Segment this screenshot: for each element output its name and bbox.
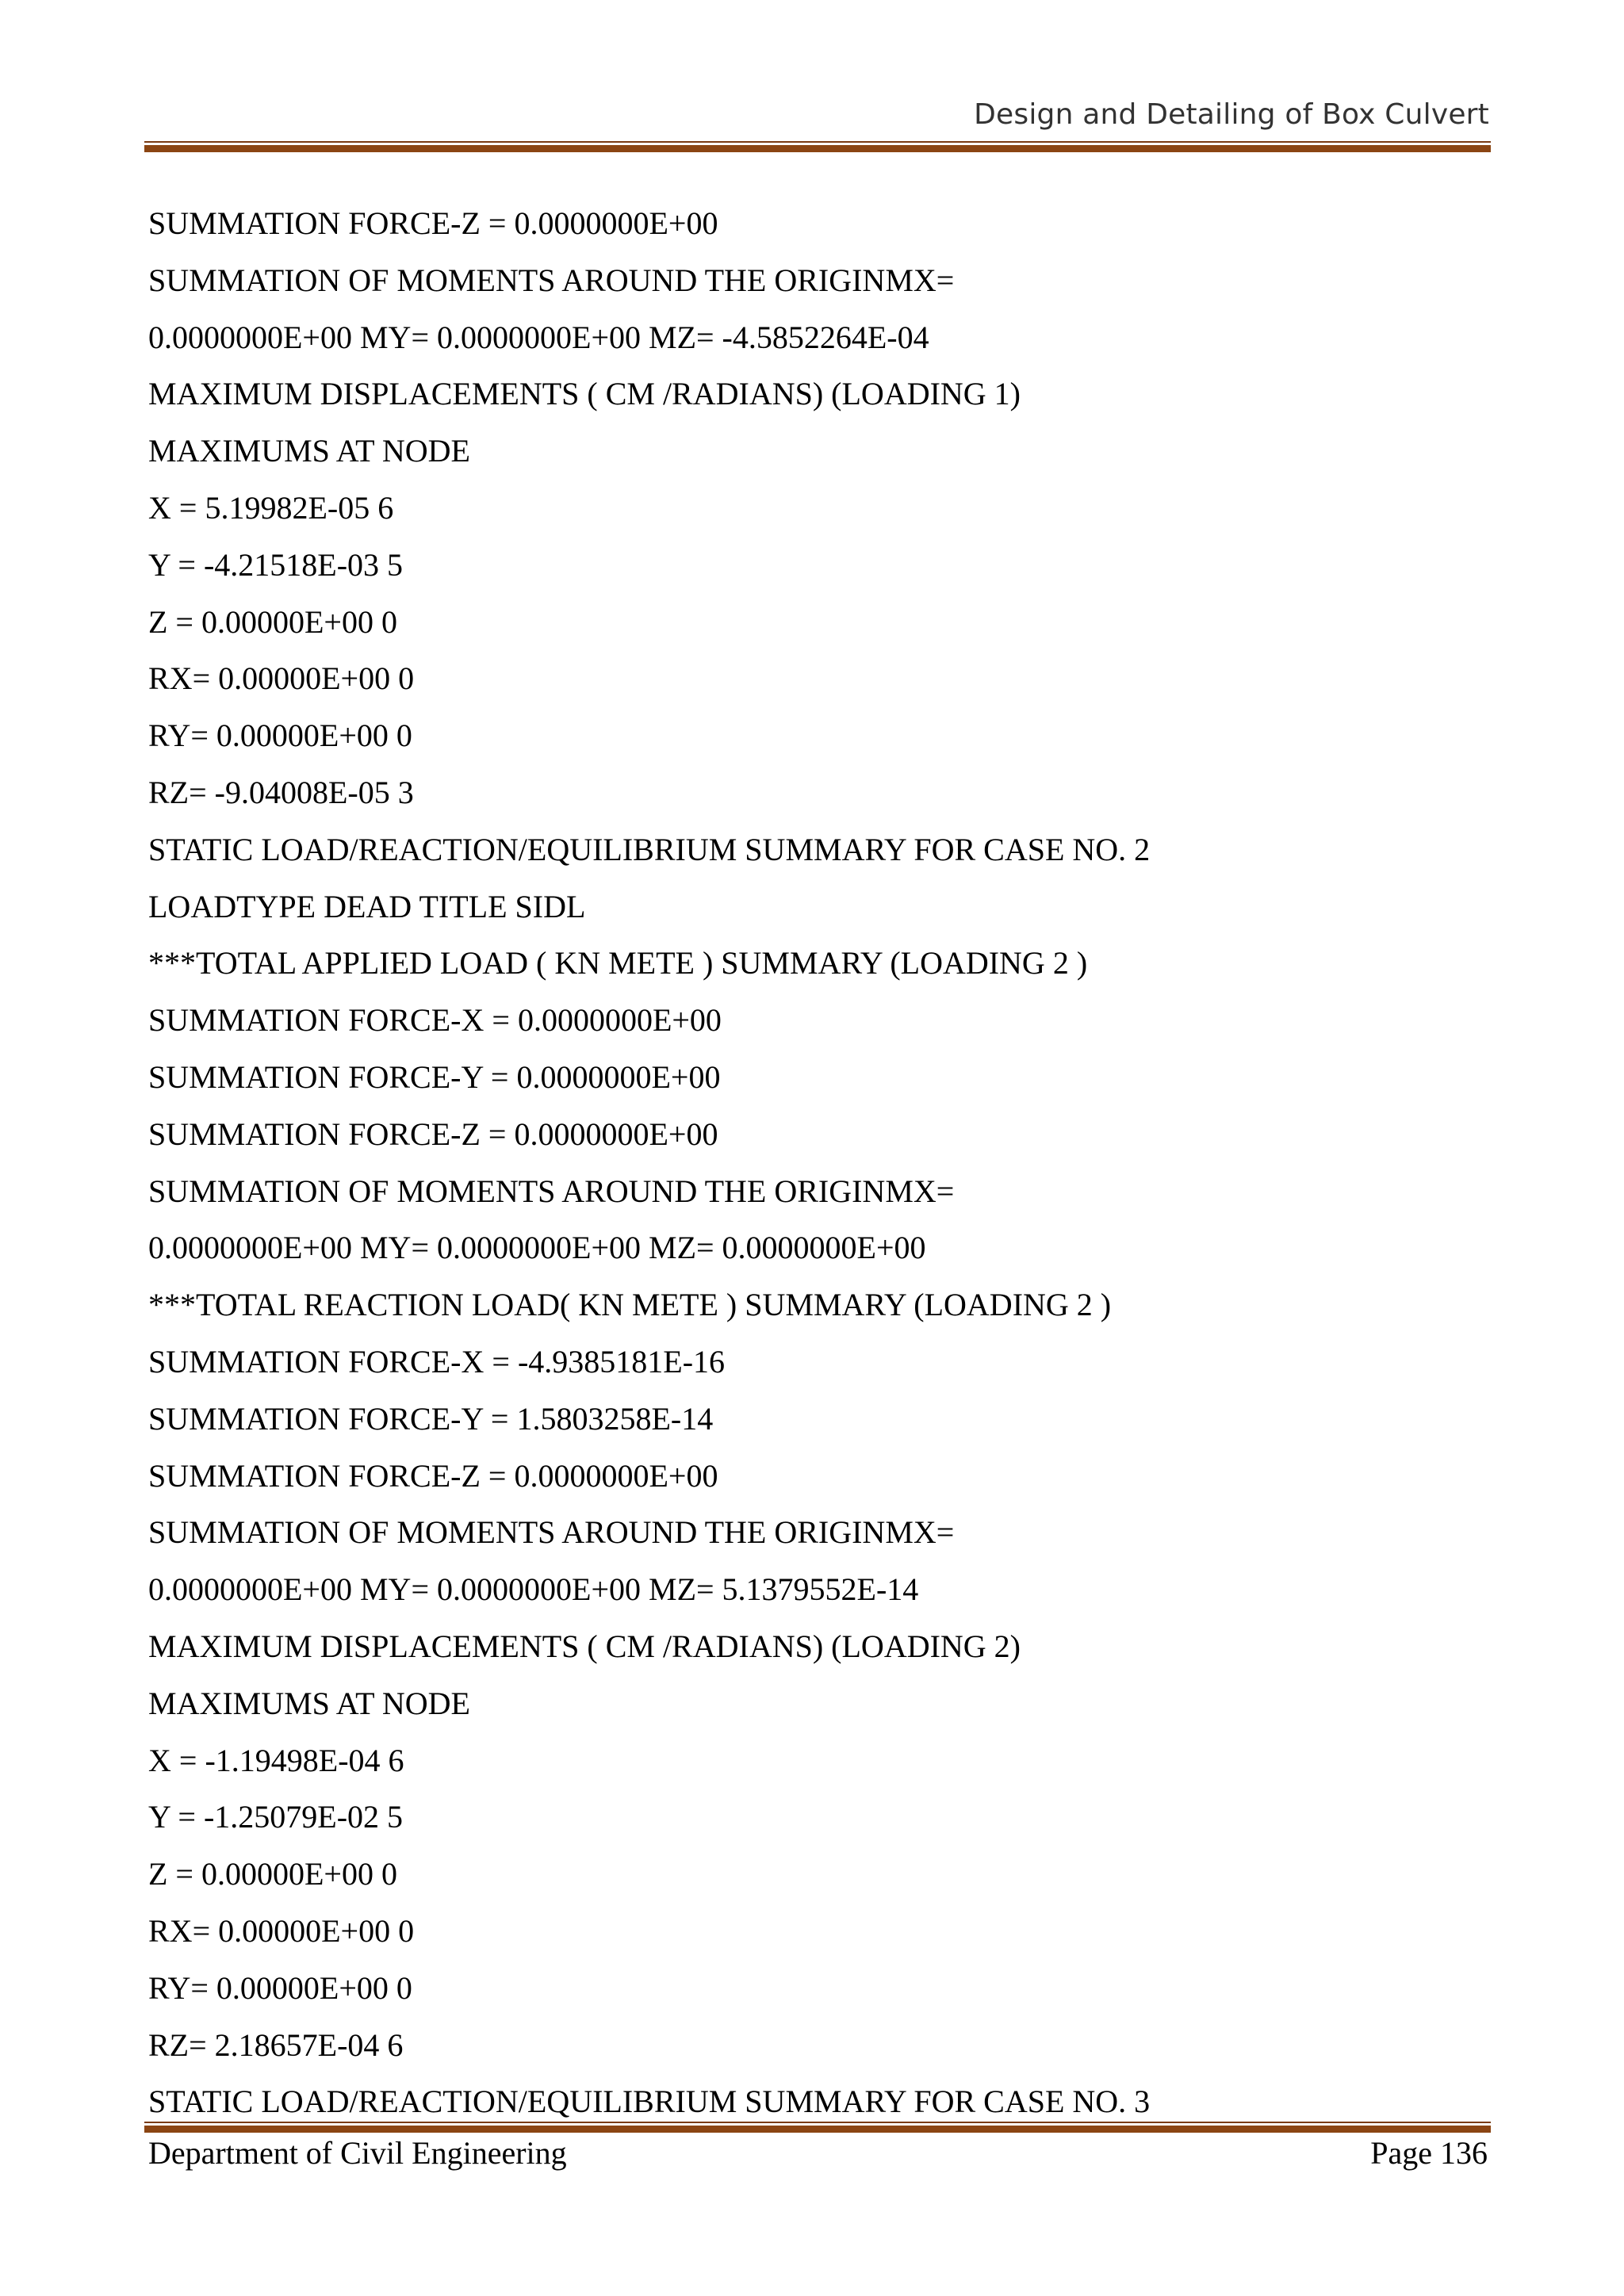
footer-department: Department of Civil Engineering bbox=[148, 2135, 567, 2171]
text-line: SUMMATION FORCE-Z = 0.0000000E+00 bbox=[148, 205, 718, 241]
text-line: MAXIMUM DISPLACEMENTS ( CM /RADIANS) (LOADING 1) bbox=[148, 376, 1021, 412]
text-line: LOADTYPE DEAD TITLE SIDL bbox=[148, 888, 586, 924]
text-line: STATIC LOAD/REACTION/EQUILIBRIUM SUMMARY FOR CASE NO. 2 bbox=[148, 831, 1151, 867]
header-title: Design and Detailing of Box Culvert bbox=[974, 98, 1489, 131]
header-rule bbox=[144, 141, 1491, 152]
text-line: SUMMATION FORCE-Y = 1.5803258E-14 bbox=[148, 1400, 714, 1437]
text-line: ***TOTAL APPLIED LOAD ( KN METE ) SUMMARY (LOADING 2 ) bbox=[148, 945, 1088, 982]
text-line: 0.0000000E+00 MY= 0.0000000E+00 MZ= 5.1379552E-14 bbox=[148, 1571, 919, 1608]
text-line: MAXIMUMS AT NODE bbox=[148, 433, 470, 469]
text-line: SUMMATION FORCE-Y = 0.0000000E+00 bbox=[148, 1058, 721, 1095]
text-line: RZ= 2.18657E-04 6 bbox=[148, 2026, 404, 2063]
text-line: 0.0000000E+00 MY= 0.0000000E+00 MZ= -4.5852264E-04 bbox=[148, 319, 929, 355]
text-line: SUMMATION OF MOMENTS AROUND THE ORIGINMX= bbox=[148, 1514, 955, 1551]
body-text bbox=[148, 195, 1496, 2130]
text-line: RZ= -9.04008E-05 3 bbox=[148, 774, 414, 810]
text-line: SUMMATION FORCE-X = -4.9385181E-16 bbox=[148, 1343, 726, 1380]
text-line: SUMMATION FORCE-Z = 0.0000000E+00 bbox=[148, 1115, 718, 1152]
text-line: MAXIMUMS AT NODE bbox=[148, 1685, 470, 1721]
text-line: Z = 0.00000E+00 0 bbox=[148, 603, 397, 640]
text-line: ***TOTAL REACTION LOAD( KN METE ) SUMMARY (LOADING 2 ) bbox=[148, 1287, 1112, 1323]
text-line: Y = -1.25079E-02 5 bbox=[148, 1799, 404, 1835]
text-line: SUMMATION FORCE-Z = 0.0000000E+00 bbox=[148, 1457, 718, 1494]
text-line: SUMMATION OF MOMENTS AROUND THE ORIGINMX= bbox=[148, 1173, 955, 1209]
text-line: RY= 0.00000E+00 0 bbox=[148, 718, 412, 754]
page-number: Page 136 bbox=[1370, 2135, 1488, 2171]
text-line: SUMMATION FORCE-X = 0.0000000E+00 bbox=[148, 1002, 722, 1039]
text-line: SUMMATION OF MOMENTS AROUND THE ORIGINMX= bbox=[148, 262, 955, 298]
text-line: X = -1.19498E-04 6 bbox=[148, 1742, 404, 1778]
text-line: STATIC LOAD/REACTION/EQUILIBRIUM SUMMARY FOR CASE NO. 3 bbox=[148, 2084, 1151, 2120]
text-line: 0.0000000E+00 MY= 0.0000000E+00 MZ= 0.0000000E+00 bbox=[148, 1230, 926, 1266]
text-line: X = 5.19982E-05 6 bbox=[148, 489, 394, 526]
text-line: Y = -4.21518E-03 5 bbox=[148, 546, 404, 583]
text-line: RX= 0.00000E+00 0 bbox=[148, 660, 415, 697]
text-line: RX= 0.00000E+00 0 bbox=[148, 1912, 415, 1949]
text-line: Z = 0.00000E+00 0 bbox=[148, 1856, 397, 1892]
footer-rule bbox=[144, 2122, 1491, 2133]
text-line: RY= 0.00000E+00 0 bbox=[148, 1969, 412, 2006]
text-line: MAXIMUM DISPLACEMENTS ( CM /RADIANS) (LOADING 2) bbox=[148, 1628, 1021, 1664]
